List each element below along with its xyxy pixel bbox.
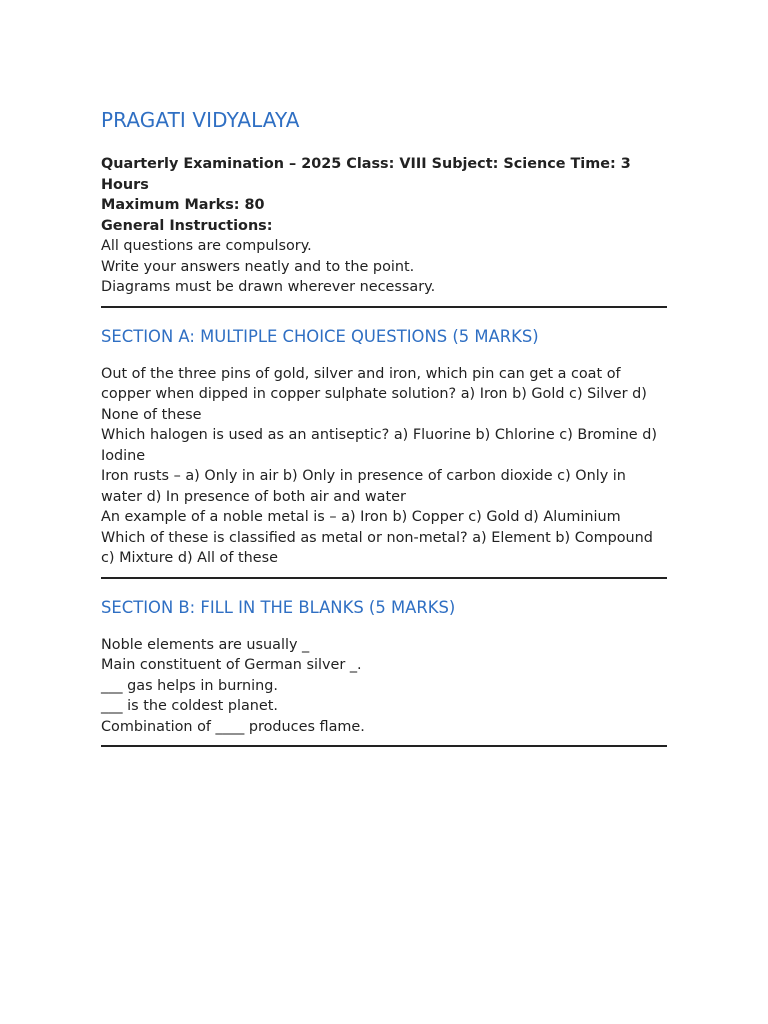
instruction-item: Diagrams must be drawn wherever necessary. <box>101 279 436 295</box>
mcq-question: Iron rusts – a) Only in air b) Only in presence of carbon dioxide c) Only in water d) In presence of both air and water <box>101 468 626 505</box>
fill-blank-question: ___ gas helps in burning. <box>101 677 278 694</box>
mcq-question: Which halogen is used as an antiseptic? a) Fluorine b) Chlorine c) Bromine d) Iodine <box>101 427 657 464</box>
divider <box>101 306 667 308</box>
fill-blank-question: Main constituent of German silver _. <box>101 657 362 673</box>
mcq-question: Out of the three pins of gold, silver and iron, which pin can get a coat of copper when dipped in copper sulphate solution? a) Iron b) Gold c) Silver d) None of these <box>101 365 647 423</box>
divider <box>101 577 667 579</box>
fill-blank-question: Combination of ____ produces flame. <box>101 718 365 735</box>
section-a-heading: SECTION A: MULTIPLE CHOICE QUESTIONS (5 MARKS) <box>101 326 539 346</box>
instruction-item: Write your answers neatly and to the point. <box>101 258 415 275</box>
school-title: PRAGATI VIDYALAYA <box>101 108 300 132</box>
mcq-question: Which of these is classified as metal or non-metal? a) Element b) Compound c) Mixture d) All of these <box>101 529 653 566</box>
fill-blank-question: Noble elements are usually _ <box>101 636 310 653</box>
maximum-marks: Maximum Marks: 80 <box>101 197 265 213</box>
divider <box>101 745 667 747</box>
section-b-heading: SECTION B: FILL IN THE BLANKS (5 MARKS) <box>101 597 456 617</box>
fill-blank-question: ___ is the coldest planet. <box>101 698 278 714</box>
exam-details: Quarterly Examination – 2025 Class: VIII Subject: Science Time: 3 Hours <box>101 156 631 193</box>
instructions-heading: General Instructions: <box>101 217 273 234</box>
instruction-item: All questions are compulsory. <box>101 238 312 254</box>
mcq-question: An example of a noble metal is – a) Iron b) Copper c) Gold d) Aluminium <box>101 509 621 525</box>
